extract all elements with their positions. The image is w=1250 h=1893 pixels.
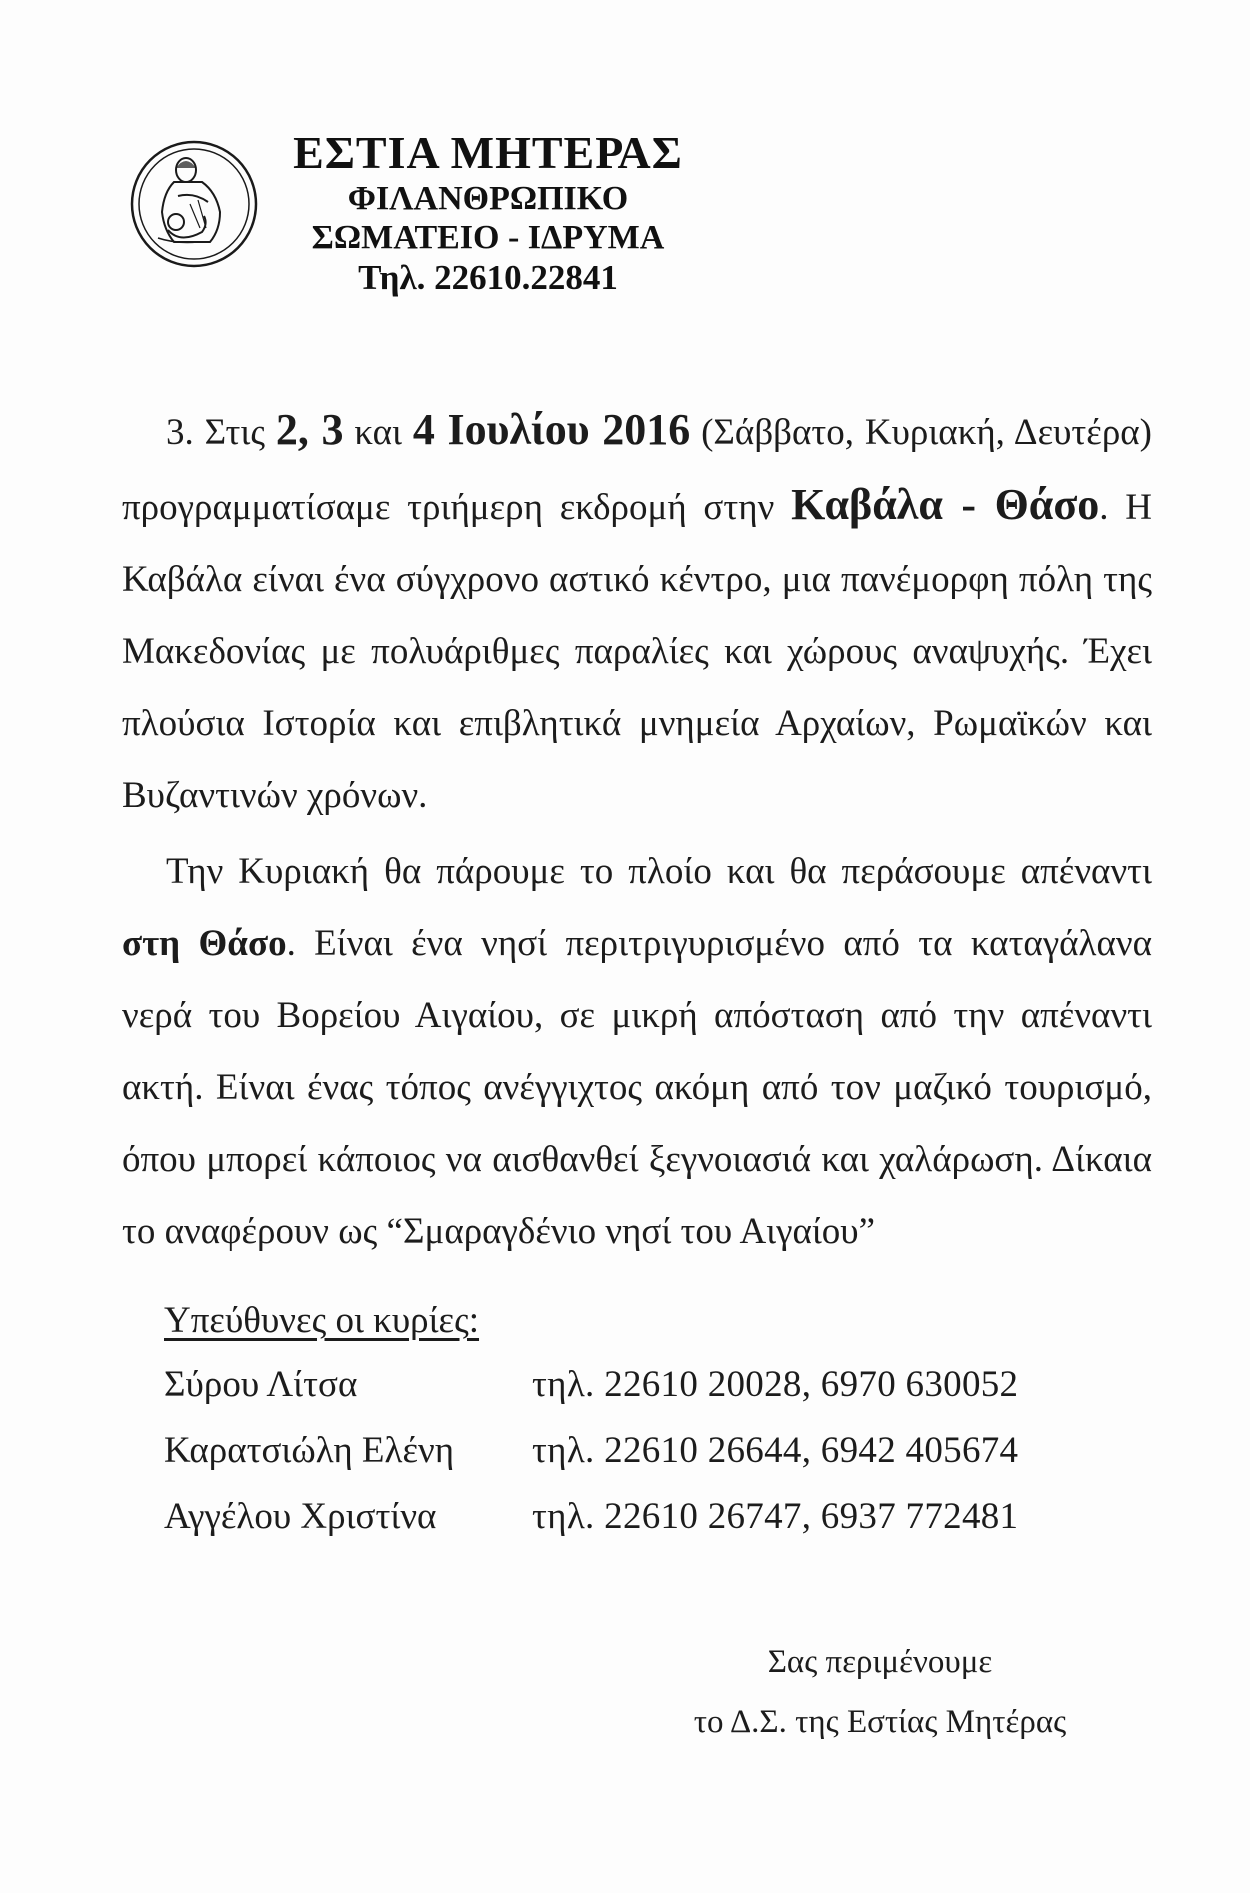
organization-info <box>278 127 698 298</box>
contact-row <box>164 1418 1144 1484</box>
contact-name: Καρατσιώλη Ελένη <box>164 1430 455 1471</box>
contact-name: Σύρου Λίτσα <box>164 1364 358 1405</box>
paragraph-thassos <box>122 836 1152 1268</box>
responsible-contacts <box>164 1290 1144 1550</box>
text-span: 3. Στις <box>166 412 276 453</box>
organization-type: ΦΙΛΑΝΘΡΩΠΙΚΟ <box>347 180 629 217</box>
paragraph-trip-announcement <box>122 394 1152 832</box>
text-span: και <box>343 412 413 453</box>
contact-row <box>164 1352 1144 1418</box>
letter-body <box>122 394 1152 1268</box>
contact-phone: τηλ. 22610 26644, 6942 405674 <box>532 1430 1019 1471</box>
organization-subtype: ΣΩΜΑΤΕΙΟ - ΙΔΡΥΜΑ <box>311 219 665 256</box>
contact-row <box>164 1484 1144 1550</box>
signature-block <box>600 1632 1160 1752</box>
letterhead <box>128 127 688 297</box>
contact-phone: τηλ. 22610 26747, 6937 772481 <box>532 1496 1019 1537</box>
island-name: στη Θάσο <box>122 923 287 964</box>
closing-line: Σας περιμένουμε <box>767 1644 993 1680</box>
text-span: (Σάββατο, Κυριακή, Δευτέρα) προγραμματίσαμε τριήμερη εκδρομή στην <box>122 412 1152 528</box>
responsible-title: Υπεύθυνες οι κυρίες: <box>164 1300 480 1341</box>
signatory: το Δ.Σ. της Εστίας Μητέρας <box>693 1704 1067 1740</box>
trip-destination: Καβάλα - Θάσο <box>791 480 1100 529</box>
contact-name: Αγγέλου Χριστίνα <box>164 1496 437 1537</box>
contact-phone: τηλ. 22610 20028, 6970 630052 <box>532 1364 1019 1405</box>
text-span: Την Κυριακή θα πάρουμε το πλοίο και θα περάσουμε απέναντι <box>166 851 1152 892</box>
text-span: . Η Καβάλα είναι ένα σύγχρονο αστικό κέντρο, μια πανέμορφη πόλη της Μακεδονίας με πολυάριθμες παραλίες και χώρους αναψυχής. Έχει πλούσια Ιστορία και επιβλητικά μνημεία Αρχαίων, Ρωμαϊκών και Βυζαντινών χρόνων. <box>122 487 1152 816</box>
trip-days: 2, 3 <box>275 405 344 454</box>
text-span: . Είναι ένα νησί περιτριγυρισμένο από τα καταγάλανα νερά του Βορείου Αιγαίου, σε μικρή απόσταση από την απέναντι ακτή. Είναι ένας τόπος ανέγγιχτος ακόμη από τον μαζικό τουρισμό, όπου μπορεί κάποιος να αισθανθεί ξεγνοιασιά και χαλάρωση. Δίκαια το αναφέρουν ως “Σμαραγδένιο νησί του Αιγαίου” <box>122 923 1152 1252</box>
organization-name: ΕΣΤΙΑ ΜΗΤΕΡΑΣ <box>293 127 683 178</box>
trip-date: 4 Ιουλίου 2016 <box>412 405 691 454</box>
organization-phone: Τηλ. 22610.22841 <box>358 258 618 297</box>
mother-and-child-seal-icon <box>128 138 260 270</box>
